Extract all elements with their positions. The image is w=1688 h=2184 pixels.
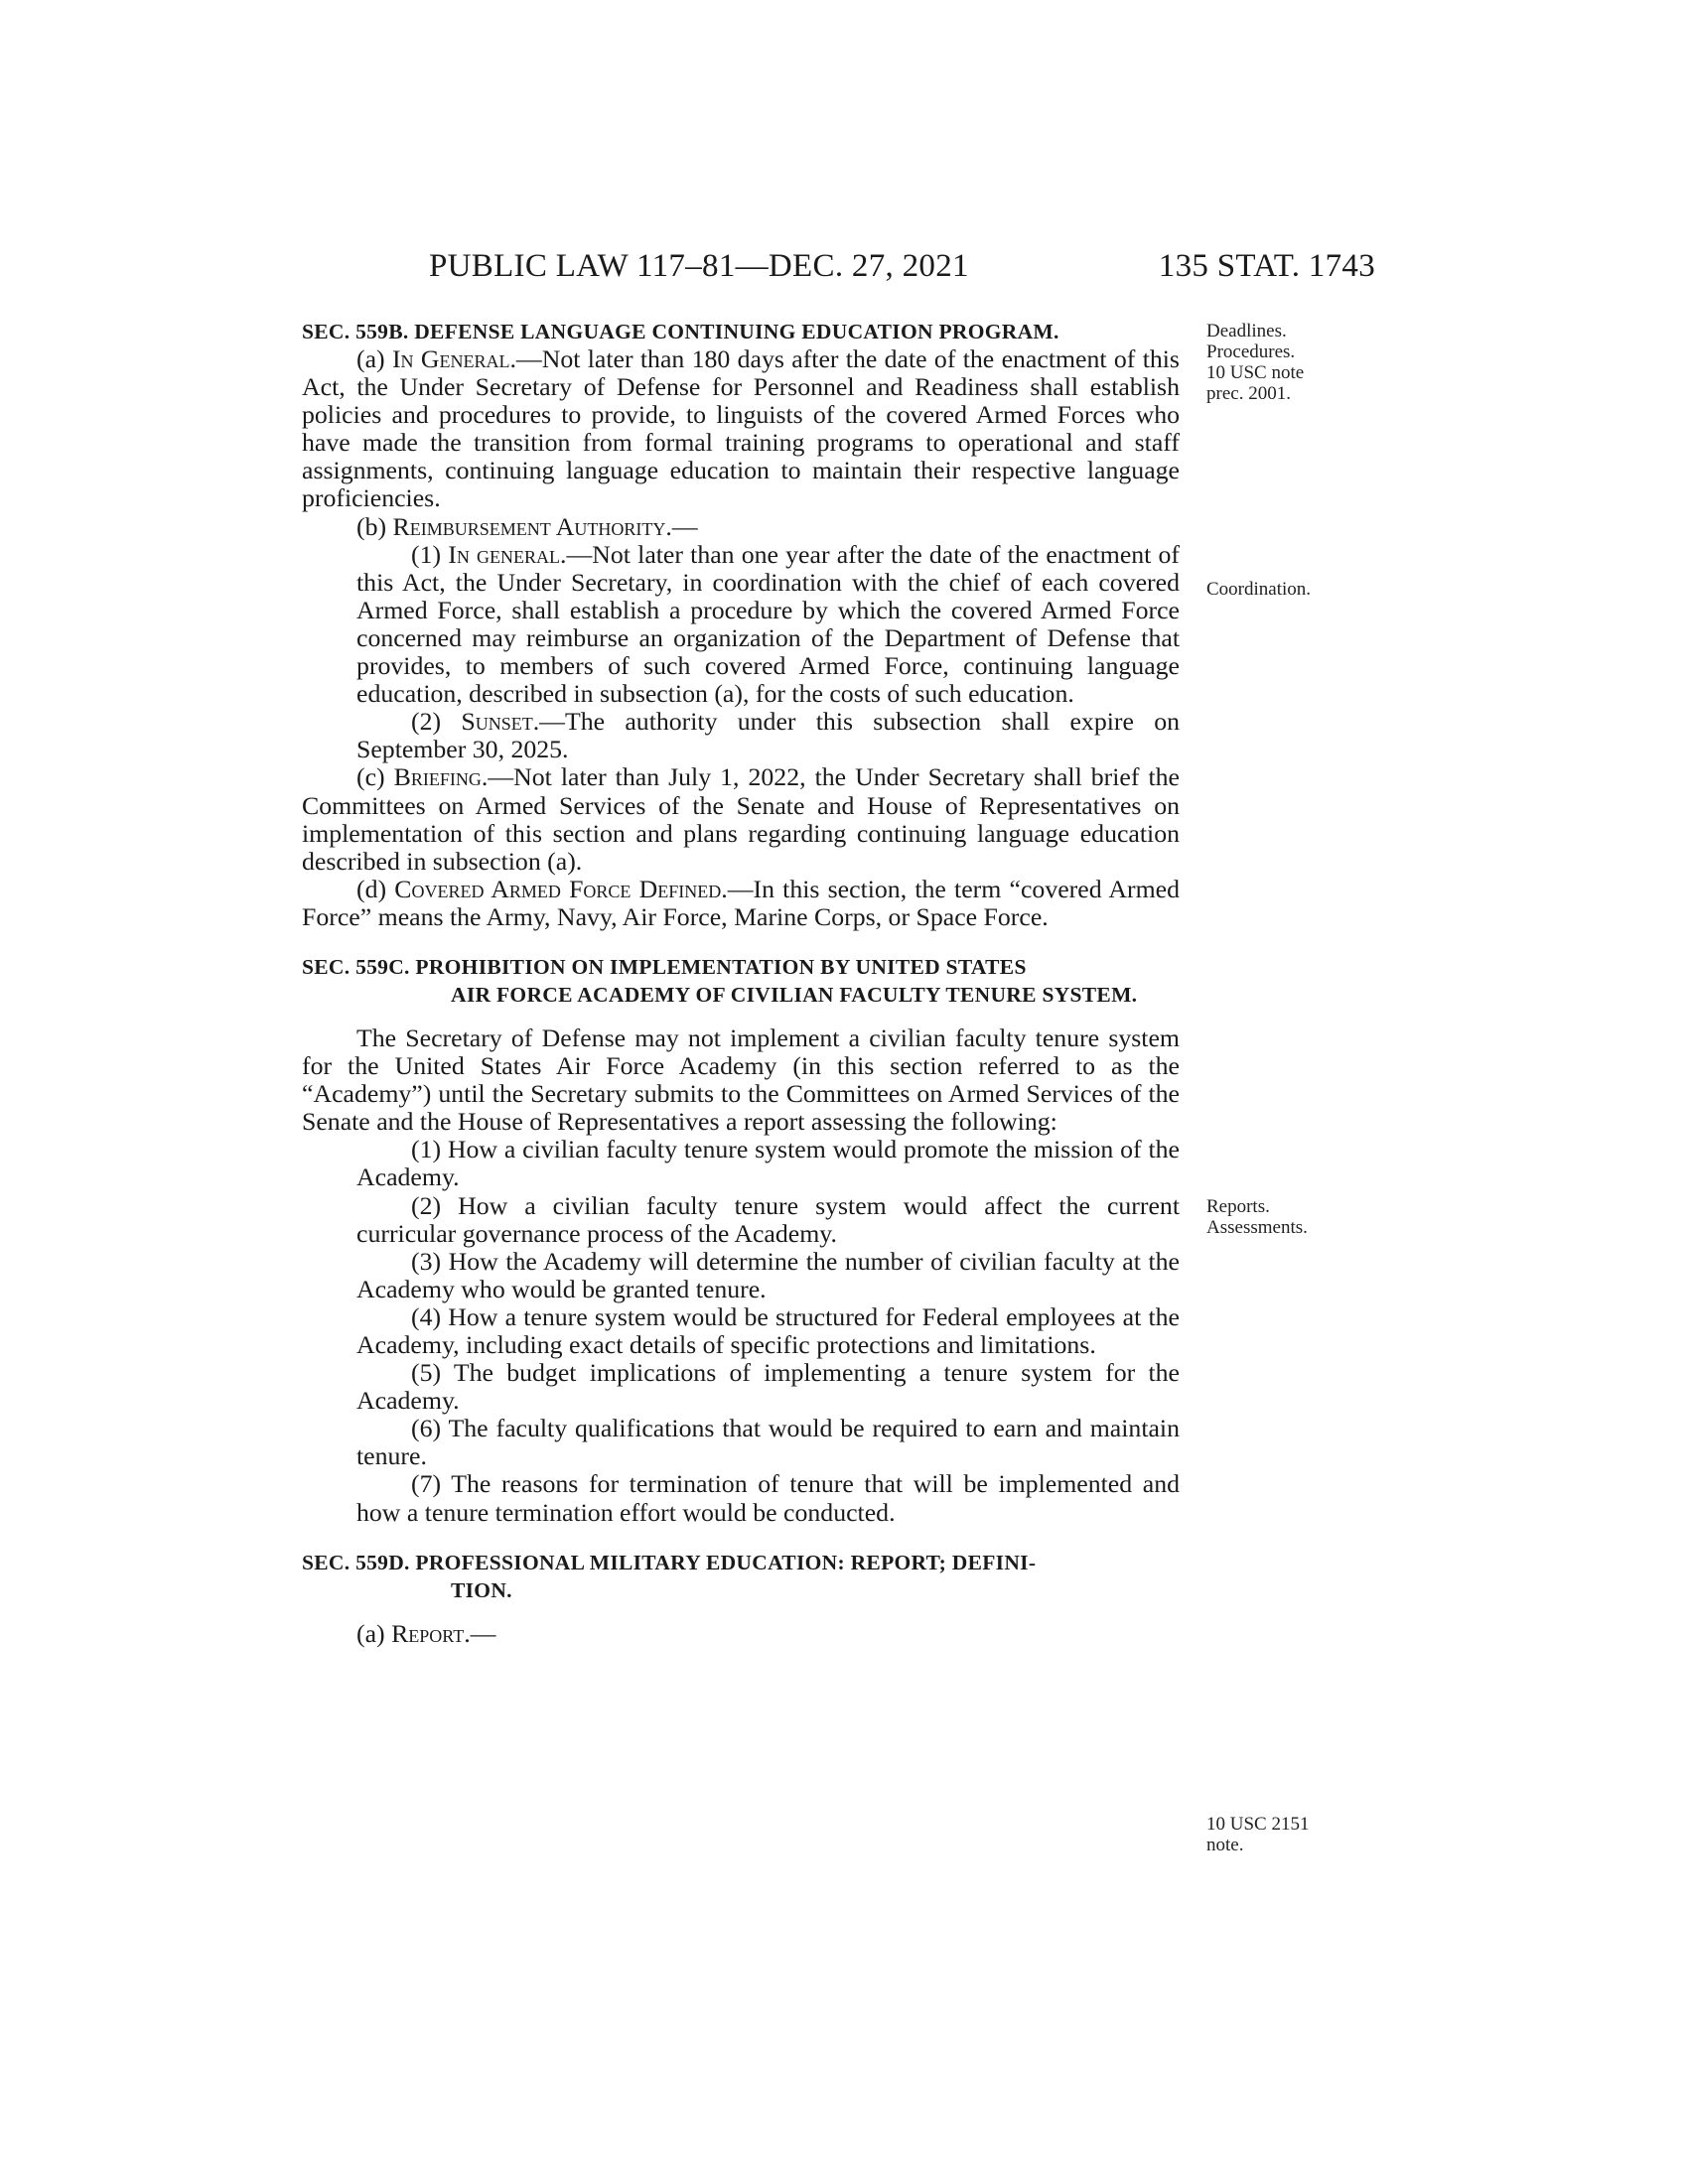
- statute-page-number: 135 STAT. 1743: [1158, 248, 1375, 284]
- section-559c-intro: The Secretary of Defense may not implement a civilian faculty tenure system for the United States Air Force Academy (in this section referred to as the “Academy”) until the Secretary submits to the Committees on Armed Services of the Senate and the House of Representatives a report assessing the following:: [302, 1023, 1180, 1137]
- section-559c-item-4: (4) How a tenure system would be structured for Federal employees at the Academy, including exact details of specific protections and limitations.: [356, 1301, 1180, 1359]
- section-559b-b2: (2) Sunset.—The authority under this subsection shall expire on September 30, 2025.: [356, 707, 1180, 764]
- public-law-title: PUBLIC LAW 117–81—DEC. 27, 2021: [429, 248, 969, 284]
- section-559c-item-1: (1) How a civilian faculty tenure system would promote the mission of the Academy.: [356, 1135, 1180, 1192]
- section-559c-heading: SEC. 559C. PROHIBITION ON IMPLEMENTATION BY UNITED STATES AIR FORCE ACADEMY OF CIVILIAN FACULTY TENURE SYSTEM.: [302, 954, 1138, 1007]
- margin-note-usc-2151: 10 USC 2151: [1206, 1814, 1310, 1835]
- section-559c-item-5: (5) The budget implications of implementing a tenure system for the Academy.: [356, 1358, 1180, 1416]
- margin-note-note: note.: [1206, 1835, 1244, 1855]
- section-559b-c: (c) Briefing.—Not later than July 1, 2022, the Under Secretary shall brief the Committees on Armed Services of the Senate and House of Representatives on implementation of this section and plans regarding continuing language education described in subsection (a).: [302, 762, 1180, 876]
- section-559c-item-6: (6) The faculty qualifications that would be required to earn and maintain tenure.: [356, 1414, 1180, 1471]
- page-header: [298, 248, 1375, 298]
- margin-note-prec: prec. 2001.: [1206, 383, 1291, 404]
- section-559b-heading: SEC. 559B. DEFENSE LANGUAGE CONTINUING EDUCATION PROGRAM.: [302, 320, 1059, 343]
- section-559b-b1: (1) In general.—Not later than one year after the date of the enactment of this Act, the Under Secretary, in coordination with the chief of each covered Armed Force, shall establish a procedure by which the covered Armed Force concerned may reimburse an organization of the Department of Defense that provides, to members of such covered Armed Force, continuing language education, described in subsection (a), for the costs of such education.: [356, 539, 1181, 709]
- margin-note-procedures: Procedures.: [1206, 341, 1296, 362]
- section-559b-d: (d) Covered Armed Force Defined.—In this section, the term “covered Armed Force” means the Army, Navy, Air Force, Marine Corps, or Space Force.: [302, 874, 1181, 931]
- margin-note-deadlines: Deadlines.: [1206, 321, 1287, 341]
- section-559b-a: (a) In General.—Not later than 180 days after the date of the enactment of this Act, the Under Secretary of Defense for Personnel and Readiness shall establish policies and procedures to provide, to linguists of the covered Armed Forces who have made the transition from formal training programs to operational and staff assignments, continuing language education to maintain their respective language proficiencies.: [302, 344, 1180, 513]
- document-body: [302, 318, 1180, 1648]
- section-559d-heading: SEC. 559D. PROFESSIONAL MILITARY EDUCATION: REPORT; DEFINI- TION.: [302, 1550, 1037, 1602]
- margin-note-usc: 10 USC note: [1206, 362, 1305, 383]
- section-559c-item-7: (7) The reasons for termination of tenure that will be implemented and how a tenure termination effort would be conducted.: [356, 1469, 1180, 1527]
- margin-note-assessments: Assessments.: [1206, 1217, 1308, 1238]
- section-559c-item-2: (2) How a civilian faculty tenure system would affect the current curricular governance process of the Academy.: [356, 1190, 1180, 1248]
- margin-note-reports: Reports.: [1206, 1196, 1270, 1217]
- section-559d-a: (a) Report.—: [356, 1618, 496, 1648]
- margin-note-coordination: Coordination.: [1206, 579, 1312, 600]
- section-559c-item-3: (3) How the Academy will determine the number of civilian faculty at the Academy who would be granted tenure.: [356, 1246, 1180, 1303]
- section-559b-b: (b) Reimbursement Authority.—: [356, 511, 698, 541]
